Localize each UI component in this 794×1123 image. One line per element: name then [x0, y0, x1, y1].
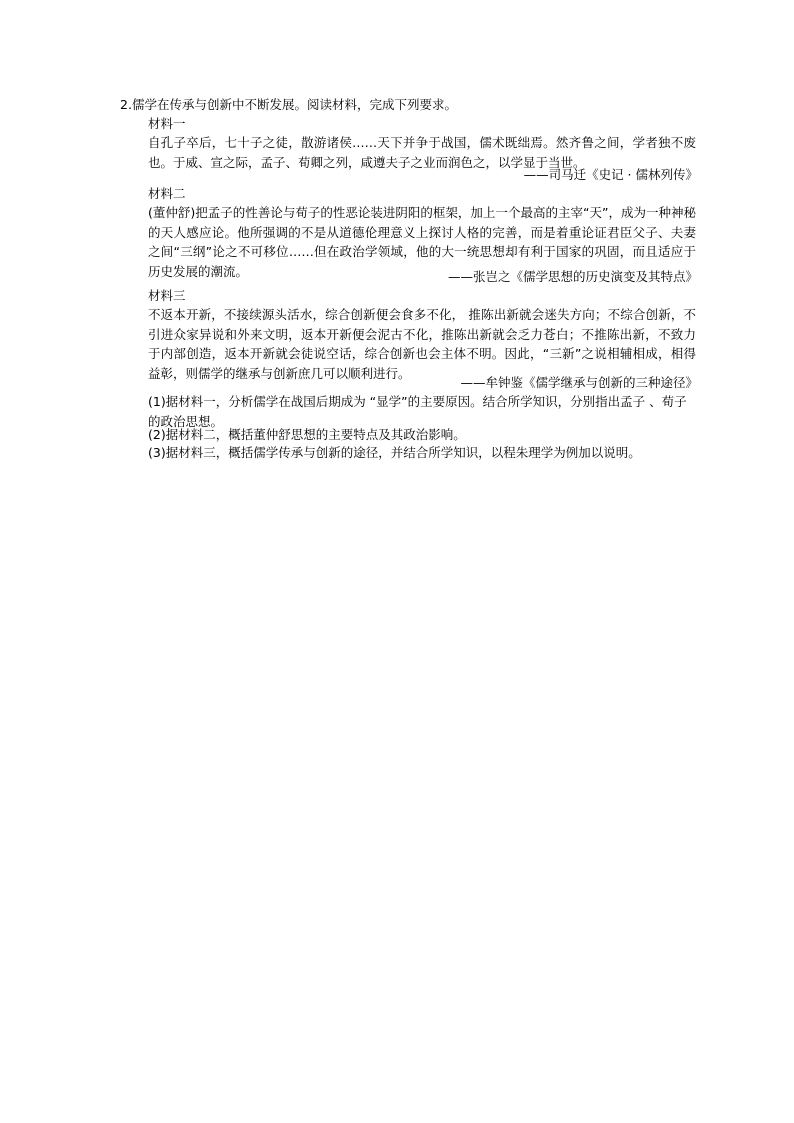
question-stem: 儒学在传承与创新中不断发展。阅读材料，完成下列要求。: [131, 97, 457, 112]
material-2-title: 材料二: [148, 186, 186, 201]
material-3-text: 不返本开新，不接续源头活水，综合创新便会食多不化， 推陈出新就会迷失方向；不综合创新，不引进众家异说和外来文明，返本开新便会泥古不化，推陈出新就会乏力苍白；不推陈出新，不致力于内部创造，返本开新就会徒说空话，综合创新也会主体不明。因此，“三新”之说相辅相成，相得益彰，则儒学的继承与创新庶几可以顺利进行。: [148, 307, 696, 381]
material-3-title: 材料三: [148, 288, 186, 303]
material-3-source: ——牟钟鉴《儒学继承与创新的三种途径》: [460, 375, 698, 390]
sub-question-2: (2)据材料二，概括董仲舒思想的主要特点及其政治影响。: [148, 427, 466, 442]
sub-question-3: (3)据材料三，概括儒学传承与创新的途径，并结合所学知识，以程朱理学为例加以说明。: [148, 445, 641, 460]
material-1-title: 材料一: [148, 116, 186, 131]
material-2-text: (董仲舒)把孟子的性善论与荀子的性恶论装进阴阳的框架，加上一个最高的主宰“天”，成为一种神秘的天人感应论。他所强调的不是从道德伦理意义上探讨人格的完善，而是着重论证君臣父子、夫妻之间“三纲”论之不可移位……但在政治学领域，他的大一统思想却有利于国家的巩固，而且适应于历史发展的潮流。: [148, 205, 696, 279]
material-1-source: ——司马迁《史记 · 儒林列传》: [523, 167, 698, 182]
question-number: 2.: [120, 97, 132, 112]
sub-question-1: (1)据材料一，分析儒学在战国后期成为 “显学”的主要原因。结合所学知识，分别指出孟子 、荀子的政治思想。: [148, 394, 687, 429]
material-1-text: 自孔子卒后，七十子之徒，散游诸侯……天下并争于战国，儒术既绌焉。然齐鲁之间，学者独不废也。于威、宣之际，孟子、荀卿之列，咸遵夫子之业而润色之，以学显于当世。: [148, 135, 696, 170]
material-2-source: ——张岂之《儒学思想的历史演变及其特点》: [447, 269, 698, 284]
question-header: [120, 95, 457, 114]
